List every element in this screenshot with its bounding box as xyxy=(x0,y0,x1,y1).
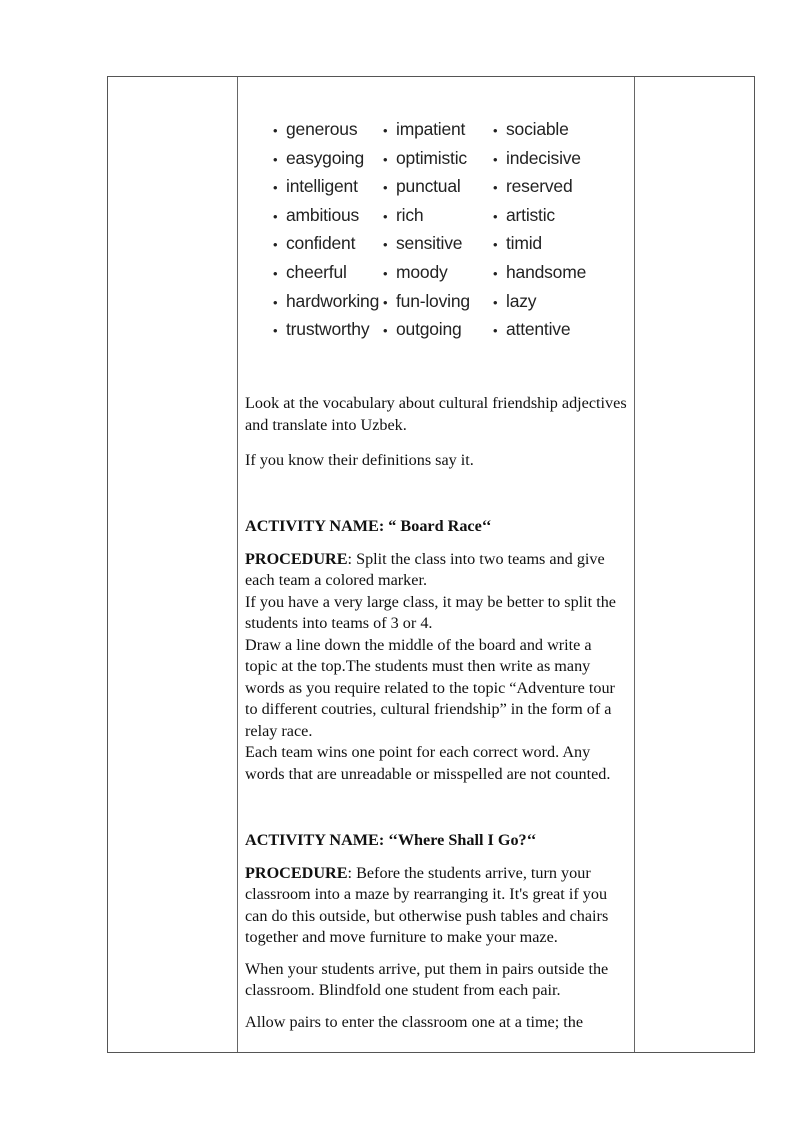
vocab-word: • trustworthy xyxy=(273,319,370,340)
activity-1-title: ACTIVITY NAME: “ Board Race‘‘ xyxy=(245,517,492,535)
vocab-word: • hardworking xyxy=(273,290,380,311)
activity-2-procedure: PROCEDURE: Before the students arrive, turn your classroom into a maze by rearranging it. It's great if you can do this outside, but otherwise push tables and chairs together and move furniture to make your maze. xyxy=(245,863,609,946)
vocab-word: • fun-loving xyxy=(383,290,470,311)
vocab-word: • confident xyxy=(273,233,356,254)
activity-2-title: ACTIVITY NAME: ‘‘Where Shall I Go?‘‘ xyxy=(245,831,537,849)
intro-line-2: If you know their definitions say it. xyxy=(245,451,474,469)
activity-1-paragraph-4: Each team wins one point for each correct word. Any words that are unreadable or misspelled are not counted. xyxy=(245,743,611,783)
vocab-word: • indecisive xyxy=(493,147,581,168)
activity-board-race xyxy=(245,516,627,785)
vocab-word: • sensitive xyxy=(383,233,463,254)
vocab-word: • ambitious xyxy=(273,204,360,225)
vocab-word: • impatient xyxy=(383,119,466,139)
vocab-word: • easygoing xyxy=(273,147,364,168)
vocabulary-column xyxy=(493,115,586,344)
vocab-word: • cheerful xyxy=(273,261,347,282)
vocab-word: • lazy xyxy=(493,290,537,311)
vocab-word: • outgoing xyxy=(383,319,462,340)
activity-1-procedure: PROCEDURE: Split the class into two teams and give each team a colored marker. xyxy=(245,549,605,589)
activity-1-paragraph-2: If you have a very large class, it may be better to split the students into teams of 3 or 4. xyxy=(245,592,616,632)
intro-instructions xyxy=(245,393,627,472)
activity-2-paragraph-2: When your students arrive, put them in pairs outside the classroom. Blindfold one student from each pair. xyxy=(245,959,609,999)
intro-line-1: Look at the vocabulary about cultural friendship adjectives and translate into Uzbek. xyxy=(245,394,627,434)
vocab-word: • punctual xyxy=(383,176,461,197)
vocabulary-column xyxy=(383,115,470,344)
vocab-word: • handsome xyxy=(493,261,587,282)
lesson-table xyxy=(107,76,755,1053)
vocab-word: • sociable xyxy=(493,119,569,139)
procedure-label: PROCEDURE xyxy=(245,863,348,882)
column-divider-left xyxy=(237,77,238,1052)
activity-2-paragraph-3: Allow pairs to enter the classroom one at a time; the xyxy=(245,1012,584,1031)
vocab-word: • optimistic xyxy=(383,147,467,168)
vocab-word: • intelligent xyxy=(273,176,358,197)
vocab-word: • artistic xyxy=(493,204,555,225)
vocab-word: • generous xyxy=(273,119,358,139)
vocabulary-column xyxy=(273,115,379,344)
column-divider-right xyxy=(634,77,635,1052)
procedure-label: PROCEDURE xyxy=(245,549,348,568)
activity-where-shall-i-go xyxy=(245,830,627,1033)
vocab-word: • rich xyxy=(383,204,424,225)
vocab-word: • attentive xyxy=(493,319,571,340)
activity-1-paragraph-3: Draw a line down the middle of the board and write a topic at the top.The students must then write as many words as you require related to the topic “Adventure tour to different coutries, cultural friendship” in the form of a relay race. xyxy=(245,635,615,740)
content-cell xyxy=(245,77,627,1129)
vocab-word: • reserved xyxy=(493,176,573,197)
vocab-word: • timid xyxy=(493,233,542,254)
vocab-word: • moody xyxy=(383,261,448,282)
